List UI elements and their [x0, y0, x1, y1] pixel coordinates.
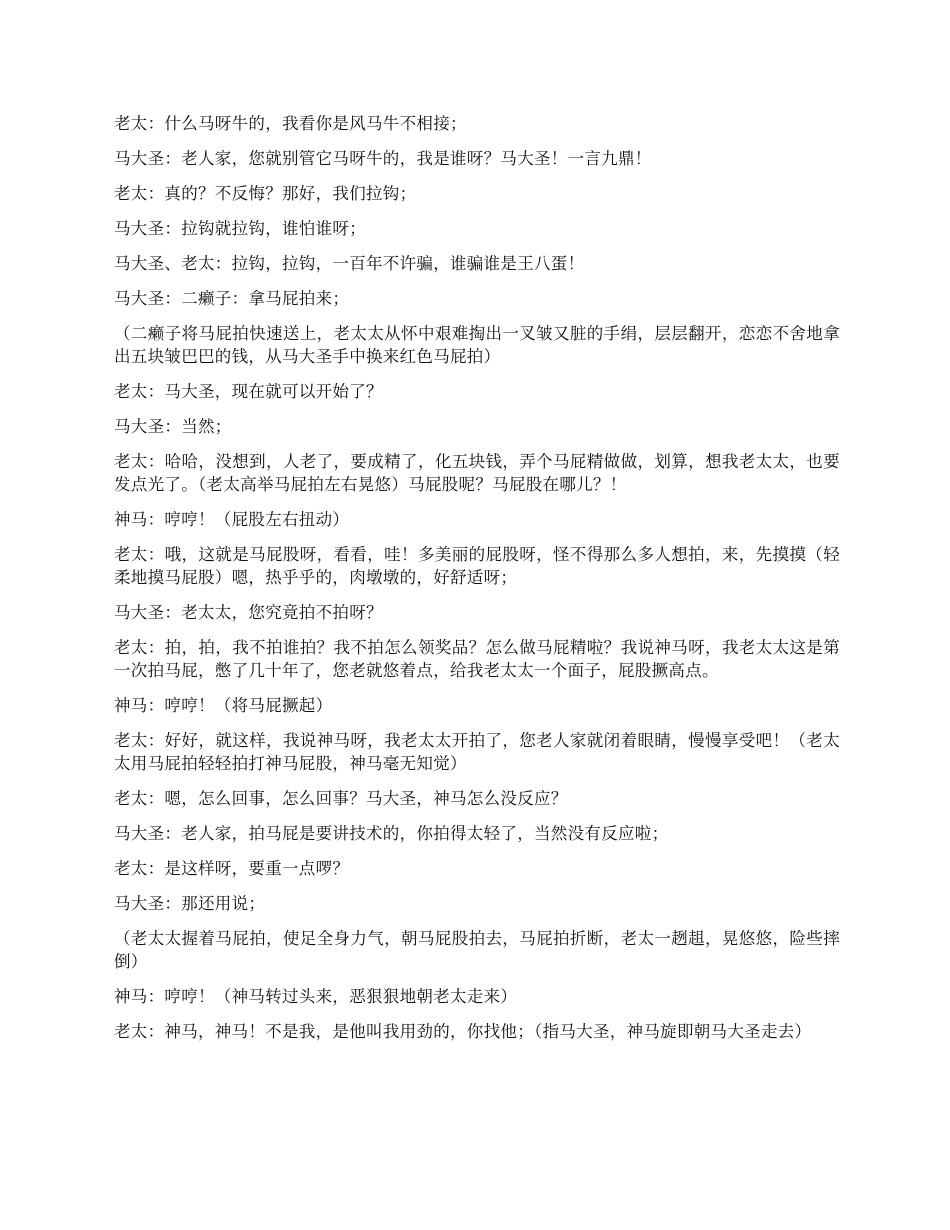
paragraph-9: 马大圣：当然； — [114, 417, 232, 436]
paragraph-12: 老太：哦，这就是马屁股呀，看看，哇！多美丽的屁股呀，怪不得那么多人想拍，来，先摸摸（轻柔地摸马屁股）嗯，热乎乎的，肉墩墩的，好舒适呀； — [114, 545, 840, 587]
paragraph-10: 老太：哈哈，没想到，人老了，要成精了，化五块钱，弄个马屁精做做，划算，想我老太太，也要发点光了。（老太高举马屁拍左右晃悠）马屁股呢？马屁股在哪儿？！ — [114, 452, 840, 494]
paragraph-11: 神马：哼哼！（屁股左右扭动） — [114, 510, 350, 529]
paragraph-7: （二癞子将马屁拍快速送上，老太太从怀中艰难掏出一叉皱又脏的手绢，层层翻开，恋恋不舍地拿出五块皱巴巴的钱，从马大圣手中换来红色马屁拍） — [114, 324, 840, 366]
paragraph-18: 马大圣：老人家，拍马屁是要讲技术的，你拍得太轻了，当然没有反应啦； — [114, 824, 669, 843]
paragraph-22: 神马：哼哼！（神马转过头来，恶狠狠地朝老太走来） — [114, 987, 518, 1006]
paragraph-14: 老太：拍，拍，我不拍谁拍？我不拍怎么领奖品？怎么做马屁精啦？我说神马呀，我老太太这是第一次拍马屁，憋了几十年了，您老就悠着点，给我老太太一个面子，屁股撅高点。 — [114, 638, 840, 680]
paragraph-4: 马大圣：拉钩就拉钩，谁怕谁呀； — [114, 219, 366, 238]
paragraph-13: 马大圣：老太太，您究竟拍不拍呀？ — [114, 603, 383, 622]
paragraph-17: 老太：嗯，怎么回事，怎么回事？马大圣，神马怎么没反应？ — [114, 789, 568, 808]
paragraph-16: 老太：好好，就这样，我说神马呀，我老太太开拍了，您老人家就闭着眼睛，慢慢享受吧！（老太太用马屁拍轻轻拍打神马屁股，神马毫无知觉） — [114, 731, 840, 773]
paragraph-1: 老太：什么马呀牛的，我看你是风马牛不相接； — [114, 114, 467, 133]
paragraph-8: 老太：马大圣，现在就可以开始了？ — [114, 382, 383, 401]
paragraph-20: 马大圣：那还用说； — [114, 894, 266, 913]
document-body — [114, 112, 840, 1055]
paragraph-3: 老太：真的？不反悔？那好，我们拉钩； — [114, 184, 417, 203]
paragraph-6: 马大圣：二癞子：拿马屁拍来； — [114, 289, 350, 308]
paragraph-15: 神马：哼哼！（将马屁撅起） — [114, 696, 333, 715]
paragraph-2: 马大圣：老人家，您就别管它马呀牛的，我是谁呀？马大圣！一言九鼎！ — [114, 149, 652, 168]
paragraph-5: 马大圣、老太：拉钩，拉钩，一百年不许骗，谁骗谁是王八蛋！ — [114, 254, 585, 273]
paragraph-19: 老太：是这样呀，要重一点啰？ — [114, 859, 350, 878]
paragraph-21: （老太太握着马屁拍，使足全身力气，朝马屁股拍去，马屁拍折断，老太一趔趄，晃悠悠，险些摔倒） — [114, 929, 840, 971]
paragraph-23: 老太：神马，神马！不是我，是他叫我用劲的，你找他；（指马大圣，神马旋即朝马大圣走去） — [114, 1022, 812, 1041]
